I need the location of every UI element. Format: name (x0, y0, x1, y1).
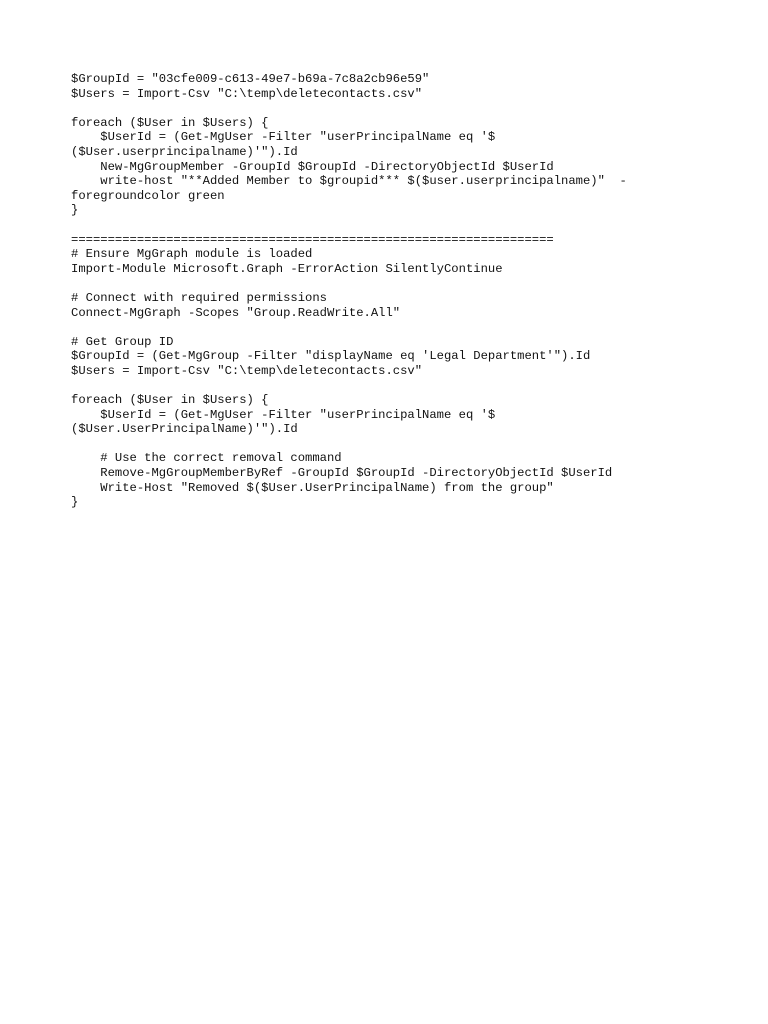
code-line: $GroupId = (Get-MgGroup -Filter "displayName eq 'Legal Department'").Id (71, 349, 591, 364)
code-line: $UserId = (Get-MgUser -Filter "userPrincipalName eq '$ (71, 130, 496, 145)
code-block (71, 72, 731, 510)
code-line: foregroundcolor green (71, 188, 225, 203)
code-line (71, 437, 731, 452)
code-line: ($User.userprincipalname)'").Id (71, 144, 298, 159)
code-line: Write-Host "Removed $($User.UserPrincipalName) from the group" (71, 480, 554, 495)
code-line (71, 276, 731, 291)
code-line: $Users = Import-Csv "C:\temp\deletecontacts.csv" (71, 86, 423, 101)
code-line (71, 320, 731, 335)
code-line: $UserId = (Get-MgUser -Filter "userPrincipalName eq '$ (71, 407, 496, 422)
code-line: $Users = Import-Csv "C:\temp\deletecontacts.csv" (71, 363, 423, 378)
code-line: } (71, 203, 79, 218)
code-line: New-MgGroupMember -GroupId $GroupId -DirectoryObjectId $UserId (71, 159, 554, 174)
code-line: } (71, 495, 79, 510)
code-line: ($User.UserPrincipalName)'").Id (71, 422, 298, 437)
code-line: foreach ($User in $Users) { (71, 393, 269, 408)
code-line: # Use the correct removal command (71, 451, 342, 466)
code-line (71, 378, 731, 393)
code-line: $GroupId = "03cfe009-c613-49e7-b69a-7c8a2cb96e59" (71, 72, 430, 86)
code-line: # Ensure MgGraph module is loaded (71, 247, 313, 262)
code-line: write-host "**Added Member to $groupid*** $($user.userprincipalname)" - (71, 174, 627, 189)
code-line: # Connect with required permissions (71, 290, 327, 305)
code-line: Remove-MgGroupMemberByRef -GroupId $GroupId -DirectoryObjectId $UserId (71, 466, 613, 481)
code-line: Import-Module Microsoft.Graph -ErrorAction SilentlyContinue (71, 261, 503, 276)
code-line: # Get Group ID (71, 334, 174, 349)
code-line: ================================================================== (71, 232, 554, 247)
code-line (71, 101, 731, 116)
code-line (71, 218, 731, 233)
code-line: foreach ($User in $Users) { (71, 115, 269, 130)
code-line: Connect-MgGraph -Scopes "Group.ReadWrite.All" (71, 305, 401, 320)
